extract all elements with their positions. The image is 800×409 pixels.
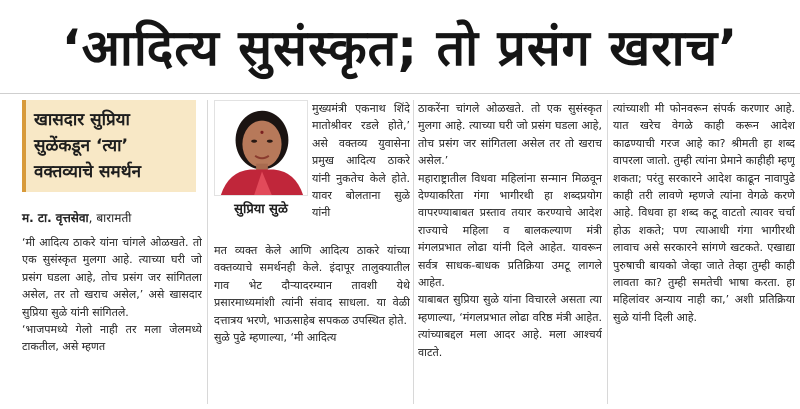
article-column-2-bottom	[214, 242, 410, 406]
headline-divider	[0, 93, 800, 94]
paragraph: महाराष्ट्रातील विधवा महिलांना सन्मान मिळवून देण्याकरिता गंगा भागीरथी हा शब्दप्रयोग वापरण्याबाबत प्रस्ताव तयार करण्याचे आदेश राज्याचे महिला व बालकल्याण मंत्री मंगलप्रभात लोढा यांनी दिले आहेत. यावरून सर्वत्र साधक-बाधक प्रतिक्रिया उमटू लागले आहेत.	[418, 171, 602, 290]
subhead-box	[22, 100, 196, 192]
paragraph: ‘भाजपमध्ये गेलो नाही तर मला जेलमध्ये टाकतील, असे म्हणत	[22, 323, 202, 354]
column-divider	[207, 100, 208, 404]
article-column-3	[418, 100, 602, 406]
paragraph: ठाकरेंना चांगले ओळखते. तो एक सुसंस्कृत मुलगा आहे. त्याच्या घरी जो प्रसंग घडला आहे, तोच प्रसंग जर सांगितला असेल तर तो खराच असेल.’	[418, 102, 602, 168]
byline-place: बारामती	[96, 211, 132, 225]
byline	[22, 210, 202, 226]
paragraph: सुळे पुढे म्हणाल्या, ‘मी आदित्य	[214, 331, 337, 345]
column-divider	[413, 100, 414, 404]
paragraph: त्यांच्याशी मी फोनवरून संपर्क करणार आहे. यात खरेच वेगळे काही करून आदेश काढण्याची गरज आहे का? श्रीमती हा शब्द वापरला जातो. तुम्ही त्यांना प्रेमाने काहीही म्हणू शकता; परंतु सरकारने आदेश काढून नावापुढे काही तरी लावणे म्हणजे त्यांना वेगळे करणे आहे. विधवा हा शब्द कटू वाटतो त्यावर चर्चा होऊ शकते; पण त्याआधी गंगा भागीरथी लावाच असे सरकारने सांगणे खटकते. एखाद्या पुरुषाची बायको जेव्हा जाते तेव्हा तुम्ही काही लावता का? तुम्ही समतेची भाषा करता. हा महिलांवर अन्याय नाही का,’ अशी प्रतिक्रिया सुळे यांनी दिली आहे.	[613, 102, 795, 324]
headline: ‘आदित्य सुसंस्कृत; तो प्रसंग खराच’	[61, 19, 739, 77]
portrait-illustration	[215, 101, 307, 195]
article-column-4	[613, 100, 795, 406]
paragraph: ‘मी आदित्य ठाकरे यांना चांगले ओळखते. तो एक सुसंस्कृत मुलगा आहे. त्याच्या घरी जो प्रसंग घडला आहे, तोच प्रसंग जर सांगितला असेल, तर तो खराच असेल,’ असे खासदार सुप्रिया सुळे यांनी सांगितले.	[22, 236, 202, 319]
paragraph: मुख्यमंत्री एकनाथ शिंदे मातोश्रीवर रडले होते,’ असे वक्तव्य युवासेना प्रमुख आदित्य ठाकरे यांनी नुकतेच केले होते. यावर बोलताना सुळे यांनी	[312, 102, 410, 220]
paragraph: याबाबत सुप्रिया सुळे यांना विचारले असता त्या म्हणाल्या, ‘मंगलप्रभात लोढा वरिष्ठ मंत्री आहेत. त्यांच्याबद्दल मला आदर आहे. मला आश्चर्य वाटते.	[418, 293, 602, 359]
paragraph: मत व्यक्त केले आणि आदित्य ठाकरे यांच्या वक्तव्याचे समर्थनही केले. इंदापूर तालुक्यातील गाव भेट दौऱ्यादरम्यान तावशी येथे प्रसारमाध्यमांशी त्यांनी संवाद साधला. या वेळी दत्तात्रय भरणे, भाऊसाहेब सपकळ उपस्थित होते.	[214, 244, 410, 327]
column-divider	[607, 100, 608, 404]
photo-caption: सुप्रिया सुळे	[234, 202, 288, 217]
byline-separator: ,	[88, 211, 97, 225]
portrait-photo	[214, 100, 308, 196]
byline-source: म. टा. वृत्तसेवा	[22, 211, 89, 225]
article-column-1	[22, 234, 202, 406]
subhead-text: खासदार सुप्रिया सुळेंकडून ‘त्या’ वक्तव्याचे समर्थन	[34, 110, 142, 182]
article-column-2-top	[312, 100, 410, 240]
